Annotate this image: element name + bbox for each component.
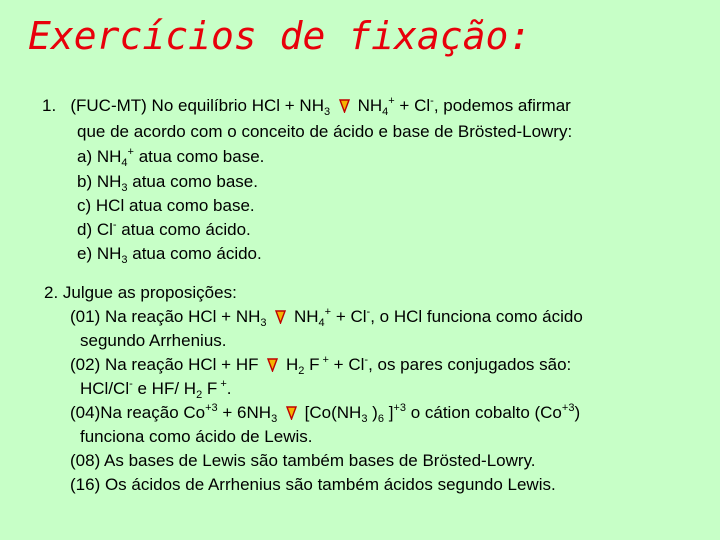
equilibrium-arrow-icon bbox=[267, 358, 278, 372]
q1-option-e: e) $NH_3$ atua como ácido. bbox=[77, 244, 262, 266]
q2-prop-16: (16) Os ácidos de Arrhenius são também ácidos segundo Lewis. bbox=[70, 475, 556, 494]
q1-line-1: 1. (FUC-MT) No equilíbrio HCl + $NH_3$ $NH_4^+ + Cl^-$, podemos afirmar bbox=[42, 95, 571, 118]
q2-prop-02-line-2: HCl/Cl- e HF/ $H_2$ F +. bbox=[80, 378, 232, 401]
q1-number: 1. bbox=[42, 96, 57, 115]
q1-option-a: a) $NH_4^+$ atua como base. bbox=[77, 146, 265, 169]
q2-prop-02: (02) Na reação HCl + HF $H_2$ F + + Cl-, os pares conjugados são: bbox=[70, 354, 572, 377]
q1-option-c: c) HCl atua como base. bbox=[77, 196, 255, 215]
q1-option-b: b) $NH_3$ atua como base. bbox=[77, 172, 258, 194]
equilibrium-arrow-icon bbox=[339, 99, 350, 113]
page-title: Exercícios de fixação: bbox=[28, 14, 532, 58]
q2-prop-04: (04)Na reação $Co^{+3} + 6NH_3$ [$Co(NH_3$ )$_6$ ]$^{+3}$ o cátion cobalto $(Co^{+3})$ bbox=[70, 402, 581, 425]
q2-prop-01-line-2: segundo Arrhenius. bbox=[80, 331, 227, 350]
equilibrium-arrow-icon bbox=[286, 406, 297, 420]
q2-prop-08: (08) As bases de Lewis são também bases de Brösted-Lowry. bbox=[70, 451, 536, 470]
q1-line-2: que de acordo com o conceito de ácido e base de Brösted-Lowry: bbox=[77, 122, 573, 141]
equilibrium-arrow-icon bbox=[275, 310, 286, 324]
q2-header: 2. Julgue as proposições: bbox=[44, 283, 237, 302]
q2-prop-01: (01) Na reação HCl + $NH_3$ $NH_4^+ + Cl^-$, o HCl funciona como ácido bbox=[70, 306, 583, 329]
q2-prop-04-line-2: funciona como ácido de Lewis. bbox=[80, 427, 313, 446]
q1-option-d: d) Cl- atua como ácido. bbox=[77, 219, 251, 239]
